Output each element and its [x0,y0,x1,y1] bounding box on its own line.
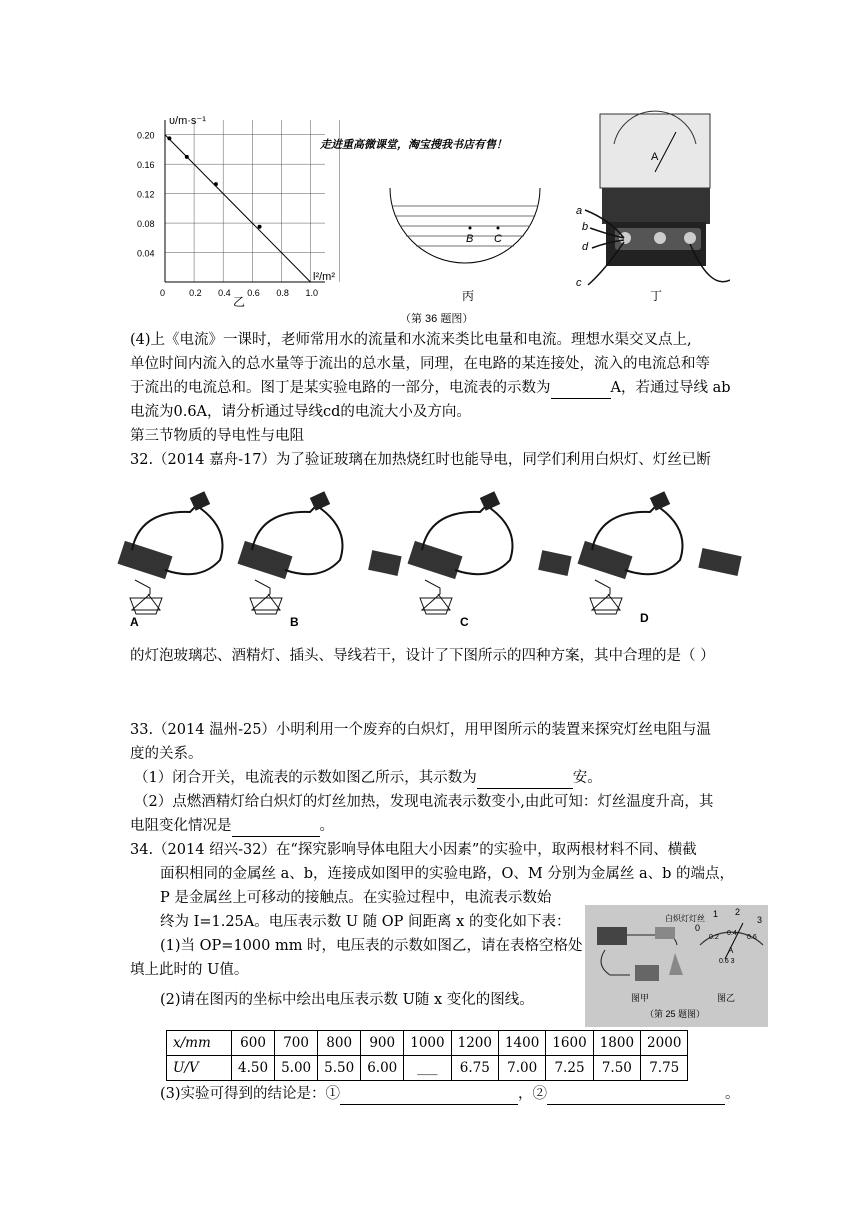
dial-num-1: 1 [713,909,719,919]
table-cell: 700 [275,1031,318,1056]
table-cell: 600 [232,1031,275,1056]
q4-line2: 单位时间内流入的总水量等于流出的总水量，同理，在电路的某连接处，流入的电流总和等 [130,356,710,372]
q4-line3 [130,377,731,399]
data-point [185,155,189,159]
wire-a: a [576,205,583,217]
table-cell: 4.50 [232,1056,275,1081]
table-cell: 6.00 [361,1056,404,1081]
option-label: C [460,615,469,629]
meter-letter: A [651,151,659,163]
q4-line4: 电流为0.6A，请分析通过导线cd的电流大小及方向。 [130,404,471,420]
option-label: A [130,615,139,629]
q33-line5-text: 电阻变化情况是 [130,818,232,834]
q32-circuits [110,490,750,640]
graph-caption: 乙 [233,295,246,309]
resistance-blank[interactable] [232,820,320,837]
y-tick-label: 0.16 [137,160,155,171]
q33-line3-unit: 安。 [572,770,602,786]
wire-b: b [582,221,589,233]
x-tick-label: 0.4 [218,288,231,298]
x-tick-label: 0.8 [276,288,289,298]
q33-line2: 度的关系。 [130,746,203,762]
circuit-option-a[interactable] [118,491,223,629]
table-row-x [167,1031,688,1056]
circuit-option-d[interactable] [578,491,742,625]
option-label: B [290,615,299,629]
q34-line7: (2)请在图丙的坐标中绘出电压表示数 U随 x 变化的图线。 [160,992,534,1008]
q33-line5 [130,815,334,837]
q34-line8-text: (3)实验可得到的结论是：① [160,1086,341,1102]
table-cell: 5.50 [318,1056,361,1081]
data-point [214,182,218,186]
dial-sub-3: 0.6 [747,934,757,941]
x-tick-label: 0.2 [189,288,202,298]
q4-line1: (4)上《电流》一课时，老师常用水的流量和水流来类比电量和电流。理想水渠交叉点上, [130,332,692,348]
dial-letter: A [728,946,734,955]
table-cell: 6.75 [451,1056,498,1081]
table-cell: 1200 [451,1031,498,1056]
table-cell: 800 [318,1031,361,1056]
y-tick-label: 0.12 [137,189,155,200]
q32-line1: 32.（2014 嘉舟-17）为了验证玻璃在加热烧红时也能导电，同学们利用白炽灯、灯丝已断 [130,452,711,468]
figure-36 [130,110,730,330]
fig-yi-label: 图乙 [717,993,736,1003]
x-tick-label: 1.0 [305,288,318,298]
banner-text: 走进重高微课堂，淘宝搜我书店有售！ [320,139,507,151]
y-tick-label: 0.20 [137,130,155,141]
table-cell: 1600 [546,1031,593,1056]
table-cell: 1000 [404,1031,451,1056]
q33-line1: 33.（2014 温州-25）小明利用一个废弃的白炽灯，用甲图所示的装置来探究灯丝电阻与温 [130,722,711,738]
wire-c: c [576,277,582,289]
data-point [167,136,171,140]
q32-line2: 的灯泡玻璃芯、酒精灯、插头、导线若干，设计了下图所示的四种方案，其中合理的是（ ） [130,648,715,664]
y-tick-label: 0.04 [137,248,155,259]
q33-line3-text: （1）闭合开关，电流表的示数如图乙所示，其示数为 [134,770,477,786]
table-cell: 7.75 [641,1056,688,1081]
table-cell: 1400 [498,1031,545,1056]
data-table [166,1030,688,1081]
q34-line8 [160,1083,740,1105]
circuit-option-c[interactable] [408,491,572,629]
wire-d: d [582,241,589,253]
dial-sub-1: 0.2 [709,934,719,941]
figure-36-caption: （第 36 题图） [400,313,474,325]
filament-label: 白炽灯灯丝 [665,914,705,923]
terminals-label: 0.6 3 [719,958,735,965]
table-cell: 7.50 [593,1056,640,1081]
point-c: C [494,233,502,245]
u-header: U/V [167,1056,232,1081]
dial-num-3: 3 [757,915,763,925]
q33-line5-end: 。 [319,818,334,834]
q33-line3 [134,767,602,789]
conclusion-2-blank[interactable] [547,1088,725,1105]
q34-line8-sep: ，② [518,1086,548,1102]
table-cell-blank[interactable]: ___ [404,1056,451,1081]
x-tick-label: 0.6 [247,288,260,298]
meter-caption: 丁 [650,289,663,303]
q33-line4: （2）点燃酒精灯给白炽灯的灯丝加热，发现电流表示数变小,由此可知：灯丝温度升高，其 [134,794,714,810]
table-cell: 900 [361,1031,404,1056]
y-axis-label: υ/m·s⁻¹ [169,115,206,127]
dial-num-2: 2 [735,907,741,917]
answer-blank[interactable] [551,382,611,399]
q34-line6: 填上此时的 U值。 [130,962,249,978]
velocity-graph [137,115,340,309]
dial-num-0: 0 [695,923,701,933]
x-axis-label: l²/m² [313,271,335,283]
y-tick-label: 0.08 [137,219,155,230]
q34-line3: P 是金属丝上可移动的接触点。在实验过程中，电流表示数始 [160,890,552,906]
data-point [258,225,262,229]
table-cell: 2000 [641,1031,688,1056]
option-label: D [640,611,649,625]
table-cell: 7.25 [546,1056,593,1081]
fig25-caption: （第 25 题图） [645,1009,706,1019]
water-bowl-figure [319,138,540,303]
x-header: x/mm [167,1031,232,1056]
x-tick-label: 0 [160,288,166,298]
q34-line2: 面积相同的金属丝 a、b，连接成如图甲的实验电路，O、M 分别为金属丝 a、b 的端点， [160,866,735,882]
q4-line3-text: 于流出的电流总和。图丁是某实验电路的一部分，电流表的示数为 [130,380,551,396]
q34-line4: 终为 I=1.25A。电压表示数 U 随 OP 间距离 x 的变化如下表： [160,914,571,930]
fig-jia-label: 图甲 [631,993,650,1003]
dial-sub-2: 0.4 [727,930,737,937]
figure-25-photo [585,905,768,1027]
q4-line3-unit: A，若通过导线 ab [610,380,731,396]
table-row-u [167,1056,688,1081]
table-cell: 1800 [593,1031,640,1056]
table-cell: 7.00 [498,1056,545,1081]
section-title: 第三节物质的导电性与电阻 [130,428,304,444]
q34-line5: (1)当 OP=1000 mm 时，电压表的示数如图乙，请在表格空格处 [160,938,583,954]
current-blank[interactable] [477,772,573,789]
q34-line1: 34.（2014 绍兴-32）在“探究影响导体电阻大小因素”的实验中，取两根材料不同、横截 [130,842,697,858]
conclusion-1-blank[interactable] [340,1088,518,1105]
circuit-option-b[interactable] [238,491,402,629]
table-cell: 5.00 [275,1056,318,1081]
point-b: B [466,233,474,245]
ammeter-photo [576,111,730,303]
q34-line8-end: 。 [725,1086,740,1102]
bowl-caption: 丙 [462,289,475,303]
